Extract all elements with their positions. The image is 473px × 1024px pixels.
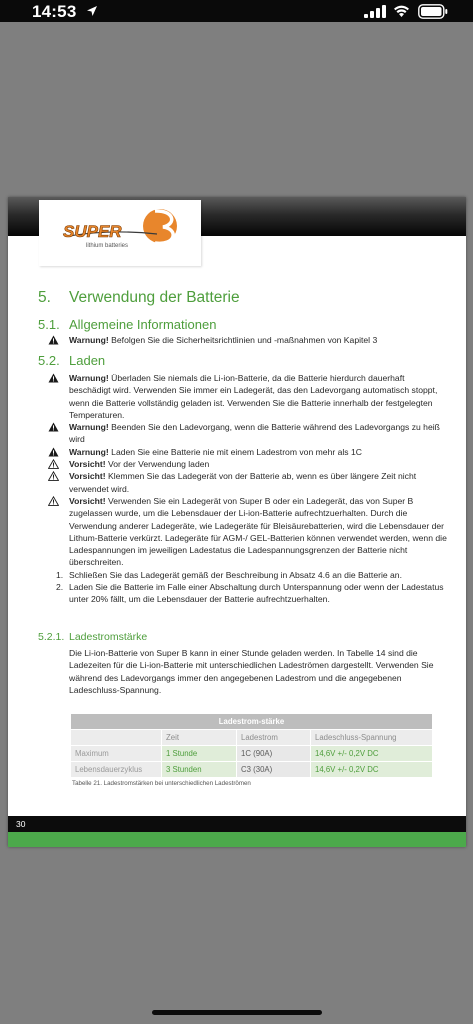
- footer-bar: [8, 816, 466, 832]
- column-header: Ladestrom: [237, 730, 311, 746]
- warning-list-5-1: [48, 334, 448, 346]
- page-number: 30: [16, 819, 26, 829]
- step-number: 2.: [56, 582, 64, 593]
- subsection-number: 5.2.: [38, 353, 60, 368]
- cellular-signal-icon: [364, 5, 386, 18]
- subsection-number: 5.1.: [38, 317, 60, 332]
- battery-icon: [418, 4, 448, 19]
- step-text: Schließen Sie das Ladegerät gemäß der Beschreibung in Absatz 4.6 an die Batterie an.: [69, 569, 402, 580]
- step-item: [48, 569, 448, 581]
- logo-box: [39, 200, 201, 266]
- caution-text: Verwenden Sie ein Ladegerät von Super B oder ein Ladegerät, das von Super B zugelassen wurde, um die Lebensdauer der Li-ion-Batterie aufrechtzuerhalten. Durch die Verwendung anderer Ladegeräte, wie Ladegeräte für Bleisäurebatterien, wird die Lebensdauer der Lithum-Batterie verkürzt. Ladegeräte für AGM-/ GEL-Batterien können verwendet werden, wenn die Ladespannungen im jeweiligen Ladestatus die Ladespannungsgrenzen der Batterie nicht überschreiten.: [69, 495, 447, 568]
- warning-triangle-icon: [48, 422, 59, 432]
- warning-item: [48, 446, 448, 458]
- status-bar: [0, 0, 473, 22]
- table-title: Ladestrom-stärke: [71, 714, 433, 730]
- document-page: [8, 197, 466, 847]
- subsection-heading-5-1: [38, 317, 216, 332]
- warning-label: Warnung!: [69, 422, 109, 433]
- subsection-title: Laden: [69, 353, 106, 368]
- warning-list-5-2: [48, 372, 448, 606]
- caution-triangle-icon: [48, 471, 59, 481]
- caution-triangle-icon: [48, 459, 59, 469]
- caution-item: [48, 458, 448, 470]
- location-arrow-icon: [86, 5, 98, 17]
- table-cell: C3 (30A): [237, 762, 311, 778]
- table-cell: 1C (90A): [237, 746, 311, 762]
- warning-text: Befolgen Sie die Sicherheitsrichtlinien und -maßnahmen von Kapitel 3: [108, 335, 378, 345]
- home-indicator[interactable]: [152, 1010, 322, 1015]
- caution-text: Klemmen Sie das Ladegerät von der Batterie ab, wenn es über längere Zeit nicht verwendet wird.: [69, 471, 417, 494]
- table-cell: Maximum: [71, 746, 162, 762]
- caution-item: [48, 495, 448, 569]
- warning-item: [48, 372, 448, 421]
- warning-triangle-icon: [48, 335, 59, 345]
- table-cell: 1 Stunde: [162, 746, 237, 762]
- warning-label: Warnung!: [69, 446, 109, 457]
- wifi-icon: [393, 4, 410, 18]
- subsection-heading-5-2-1: [38, 631, 147, 643]
- warning-item: [48, 334, 448, 346]
- table-cell: Lebensdauerzyklus: [71, 762, 162, 778]
- warning-item: [48, 421, 448, 446]
- warning-label: Warnung!: [69, 335, 109, 345]
- subsection-title: Allgemeine Informationen: [69, 317, 217, 332]
- svg-text:lithium batteries: lithium batteries: [86, 243, 129, 249]
- warning-triangle-icon: [48, 373, 59, 383]
- warning-text: Beenden Sie den Ladevorgang, wenn die Batterie während des Ladevorgangs zu heiß wird: [69, 422, 440, 445]
- caution-label: Vorsicht!: [69, 459, 106, 470]
- table-row: [71, 746, 433, 762]
- warning-text: Überladen Sie niemals die Li-ion-Batterie, da die Batterie hierdurch dauerhaft beschädigt wird. Verwenden Sie immer ein Ladegerät, das den Ladevorgang automatisch stoppt, wenn die Batterie vollständig geladen ist. Verwenden Sie die Batterie innerhalb der festgelegten Temperaturen.: [69, 373, 438, 420]
- column-header: [71, 730, 162, 746]
- section-number: 5.: [38, 289, 51, 306]
- table-cell: 14,6V +/- 0,2V DC: [311, 746, 433, 762]
- caution-item: [48, 470, 448, 495]
- table-caption: Tabelle 21. Ladestromstärken bei unterschiedlichen Ladeströmen: [72, 780, 251, 787]
- subsection-title: Ladestromstärke: [69, 631, 148, 643]
- subsection-number: 5.2.1.: [38, 631, 65, 643]
- table-cell: 3 Stunden: [162, 762, 237, 778]
- warning-triangle-icon: [48, 447, 59, 457]
- table-title-row: [71, 714, 433, 730]
- caution-label: Vorsicht!: [69, 495, 106, 506]
- warning-text: Laden Sie eine Batterie nie mit einem Ladestrom von mehr als 1C: [108, 446, 362, 457]
- column-header: Ladeschluss-Spannung: [311, 730, 433, 746]
- warning-label: Warnung!: [69, 373, 109, 383]
- step-text: Laden Sie die Batterie im Falle einer Abschaltung durch Unterspannung oder wenn der Ladestatus unter 20% fällt, um die Lebensdauer der Batterie aufrechtzuerhalten.: [69, 582, 444, 605]
- section-title: Verwendung der Batterie: [69, 289, 240, 306]
- table-header-row: [71, 730, 433, 746]
- section-heading: [38, 289, 240, 307]
- table-cell: 14,6V +/- 0,2V DC: [311, 762, 433, 778]
- status-time: 14:53: [32, 2, 77, 21]
- subsection-heading-5-2: [38, 353, 105, 368]
- step-item: [48, 581, 448, 606]
- column-header: Zeit: [162, 730, 237, 746]
- caution-label: Vorsicht!: [69, 471, 106, 482]
- super-b-logo: [59, 204, 184, 254]
- charge-current-table: [70, 713, 433, 778]
- body-paragraph: Die Li-ion-Batterie von Super B kann in einer Stunde geladen werden. In Tabelle 14 sind die Ladezeiten für die Li-ion-Batterie mit unterschiedlichen Ladeströmen dargestellt. Verwenden Sie während des Ladevorgangs immer den angegebenen Ladestrom und die angegebenen Ladeschluss-Spannung.: [69, 648, 434, 695]
- table-row: [71, 762, 433, 778]
- step-number: 1.: [56, 569, 64, 580]
- footer-green-band: [8, 832, 466, 847]
- caution-triangle-icon: [48, 496, 59, 506]
- svg-text:SUPER: SUPER: [63, 222, 122, 241]
- caution-text: Vor der Verwendung laden: [105, 459, 210, 470]
